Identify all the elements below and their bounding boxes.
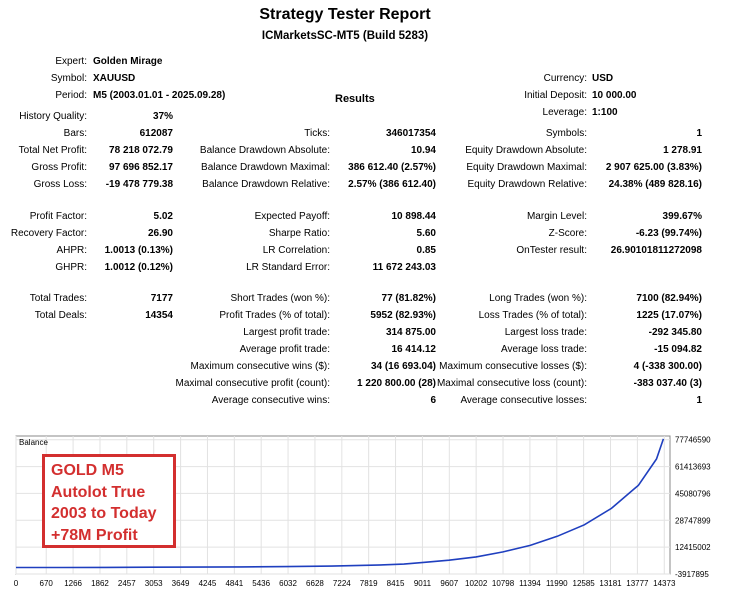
field-value: -6.23 (99.74%)	[592, 228, 702, 240]
field-label: Currency:	[544, 73, 587, 85]
x-tick-label: 6628	[306, 579, 324, 588]
field-value: 1 220 800.00 (28)	[336, 378, 436, 390]
x-tick-label: 9607	[440, 579, 458, 588]
field-label: Balance Drawdown Maximal:	[201, 162, 330, 174]
field-label: Sharpe Ratio:	[269, 228, 330, 240]
field-value: 1.0012 (0.12%)	[83, 262, 173, 274]
field-value: M5 (2003.01.01 - 2025.09.28)	[93, 90, 225, 102]
y-tick-label: 45080796	[675, 489, 711, 498]
field-value: 97 696 852.17	[83, 162, 173, 174]
field-value: 7177	[83, 293, 173, 305]
x-tick-label: 11990	[546, 579, 568, 588]
field-value: 7100 (82.94%)	[592, 293, 702, 305]
field-label: Maximal consecutive profit (count):	[175, 378, 330, 390]
field-value: 5.02	[83, 211, 173, 223]
x-tick-label: 13181	[599, 579, 622, 588]
x-tick-label: 0	[14, 579, 19, 588]
field-label: Maximal consecutive loss (count):	[437, 378, 587, 390]
field-value: 77 (81.82%)	[336, 293, 436, 305]
field-label: Expected Payoff:	[255, 211, 330, 223]
field-value: 612087	[83, 128, 173, 140]
field-value: USD	[592, 73, 613, 85]
field-label: Gross Profit:	[31, 162, 87, 174]
field-value: 2.57% (386 612.40)	[336, 179, 436, 191]
field-label: AHPR:	[56, 245, 87, 257]
x-tick-label: 10798	[492, 579, 515, 588]
field-value: -292 345.80	[592, 327, 702, 339]
field-value: 78 218 072.79	[83, 145, 173, 157]
overlay-line: 2003 to Today	[51, 503, 173, 525]
field-value: 10.94	[336, 145, 436, 157]
field-value: 4 (-338 300.00)	[592, 361, 702, 373]
field-label: Largest loss trade:	[505, 327, 587, 339]
x-tick-label: 4245	[199, 579, 217, 588]
overlay-line: GOLD M5	[51, 460, 173, 482]
x-tick-label: 13777	[626, 579, 649, 588]
field-label: Equity Drawdown Absolute:	[465, 145, 587, 157]
field-value: 1:100	[592, 107, 618, 119]
x-tick-label: 7819	[360, 579, 378, 588]
field-value: 16 414.12	[336, 344, 436, 356]
report-subtitle: ICMarketsSC-MT5 (Build 5283)	[0, 30, 690, 42]
x-tick-label: 9011	[414, 579, 432, 588]
field-value: 1	[592, 395, 702, 407]
field-label: Recovery Factor:	[11, 228, 87, 240]
field-label: Average consecutive wins:	[212, 395, 330, 407]
x-tick-label: 3649	[172, 579, 190, 588]
field-value: 26.90	[83, 228, 173, 240]
field-label: Equity Drawdown Maximal:	[466, 162, 587, 174]
field-label: Bars:	[64, 128, 87, 140]
field-label: Expert:	[55, 56, 87, 68]
results-heading: Results	[335, 93, 375, 105]
x-tick-label: 8415	[387, 579, 405, 588]
y-tick-label: 61413693	[675, 463, 711, 472]
field-value: 1.0013 (0.13%)	[83, 245, 173, 257]
field-value: 1225 (17.07%)	[592, 310, 702, 322]
field-label: OnTester result:	[516, 245, 587, 257]
field-value: 0.85	[336, 245, 436, 257]
x-tick-label: 11394	[519, 579, 541, 588]
x-tick-label: 4841	[225, 579, 243, 588]
field-value: 1 278.91	[592, 145, 702, 157]
field-value: 37%	[83, 111, 173, 123]
field-label: History Quality:	[19, 111, 87, 123]
field-label: Equity Drawdown Relative:	[468, 179, 588, 191]
x-tick-label: 10202	[465, 579, 488, 588]
field-label: Balance Drawdown Absolute:	[200, 145, 330, 157]
field-label: Profit Factor:	[30, 211, 87, 223]
field-label: GHPR:	[55, 262, 87, 274]
field-value: 386 612.40 (2.57%)	[336, 162, 436, 174]
field-label: Total Net Profit:	[19, 145, 87, 157]
x-tick-label: 6032	[279, 579, 297, 588]
field-value: 10 898.44	[336, 211, 436, 223]
x-tick-label: 2457	[118, 579, 136, 588]
field-label: Profit Trades (% of total):	[219, 310, 330, 322]
field-value: 399.67%	[592, 211, 702, 223]
field-value: 11 672 243.03	[336, 262, 436, 274]
field-label: Z-Score:	[549, 228, 587, 240]
field-value: 346017354	[336, 128, 436, 140]
x-tick-label: 12585	[573, 579, 596, 588]
overlay-line: +78M Profit	[51, 525, 173, 547]
field-label: Loss Trades (% of total):	[479, 310, 587, 322]
field-label: Largest profit trade:	[243, 327, 330, 339]
field-label: Period:	[55, 90, 87, 102]
field-label: Total Deals:	[35, 310, 87, 322]
field-value: 26.90101811272098	[592, 245, 702, 257]
field-label: Symbols:	[546, 128, 587, 140]
field-label: Average loss trade:	[501, 344, 587, 356]
y-tick-label: 28747899	[675, 516, 711, 525]
field-label: Margin Level:	[527, 211, 587, 223]
field-value: 6	[336, 395, 436, 407]
field-label: Symbol:	[51, 73, 87, 85]
field-label: Ticks:	[304, 128, 330, 140]
report-title: Strategy Tester Report	[0, 6, 690, 24]
field-label: Average consecutive losses:	[460, 395, 587, 407]
field-value: 34 (16 693.04)	[336, 361, 436, 373]
field-value: 24.38% (489 828.16)	[592, 179, 702, 191]
field-label: Long Trades (won %):	[489, 293, 587, 305]
field-label: Maximum consecutive wins ($):	[191, 361, 330, 373]
field-value: -15 094.82	[592, 344, 702, 356]
field-value: 2 907 625.00 (3.83%)	[592, 162, 702, 174]
x-tick-label: 5436	[252, 579, 270, 588]
field-label: LR Standard Error:	[246, 262, 330, 274]
x-tick-label: 1266	[64, 579, 82, 588]
field-label: Leverage:	[543, 107, 587, 119]
chart-title: Balance	[19, 438, 48, 447]
field-label: Total Trades:	[30, 293, 87, 305]
field-label: Average profit trade:	[240, 344, 330, 356]
field-label: Balance Drawdown Relative:	[202, 179, 330, 191]
field-label: Short Trades (won %):	[231, 293, 330, 305]
x-tick-label: 14373	[653, 579, 676, 588]
x-tick-label: 670	[40, 579, 54, 588]
field-value: 5952 (82.93%)	[336, 310, 436, 322]
field-value: XAUUSD	[93, 73, 135, 85]
field-value: -19 478 779.38	[83, 179, 173, 191]
field-value: 1	[592, 128, 702, 140]
x-tick-label: 7224	[333, 579, 351, 588]
y-tick-label: 12415002	[675, 543, 711, 552]
field-label: Initial Deposit:	[524, 90, 587, 102]
x-tick-label: 1862	[91, 579, 109, 588]
field-value: 314 875.00	[336, 327, 436, 339]
field-value: -383 037.40 (3)	[592, 378, 702, 390]
field-value: 14354	[83, 310, 173, 322]
field-label: Maximum consecutive losses ($):	[439, 361, 587, 373]
field-value: 10 000.00	[592, 90, 637, 102]
field-value: Golden Mirage	[93, 56, 162, 68]
overlay-caption-box	[42, 454, 176, 548]
x-tick-label: 3053	[145, 579, 163, 588]
overlay-line: Autolot True	[51, 482, 173, 504]
field-value: 5.60	[336, 228, 436, 240]
y-tick-label: -3917895	[675, 570, 709, 579]
y-tick-label: 77746590	[675, 436, 711, 445]
field-label: LR Correlation:	[263, 245, 330, 257]
field-label: Gross Loss:	[34, 179, 87, 191]
